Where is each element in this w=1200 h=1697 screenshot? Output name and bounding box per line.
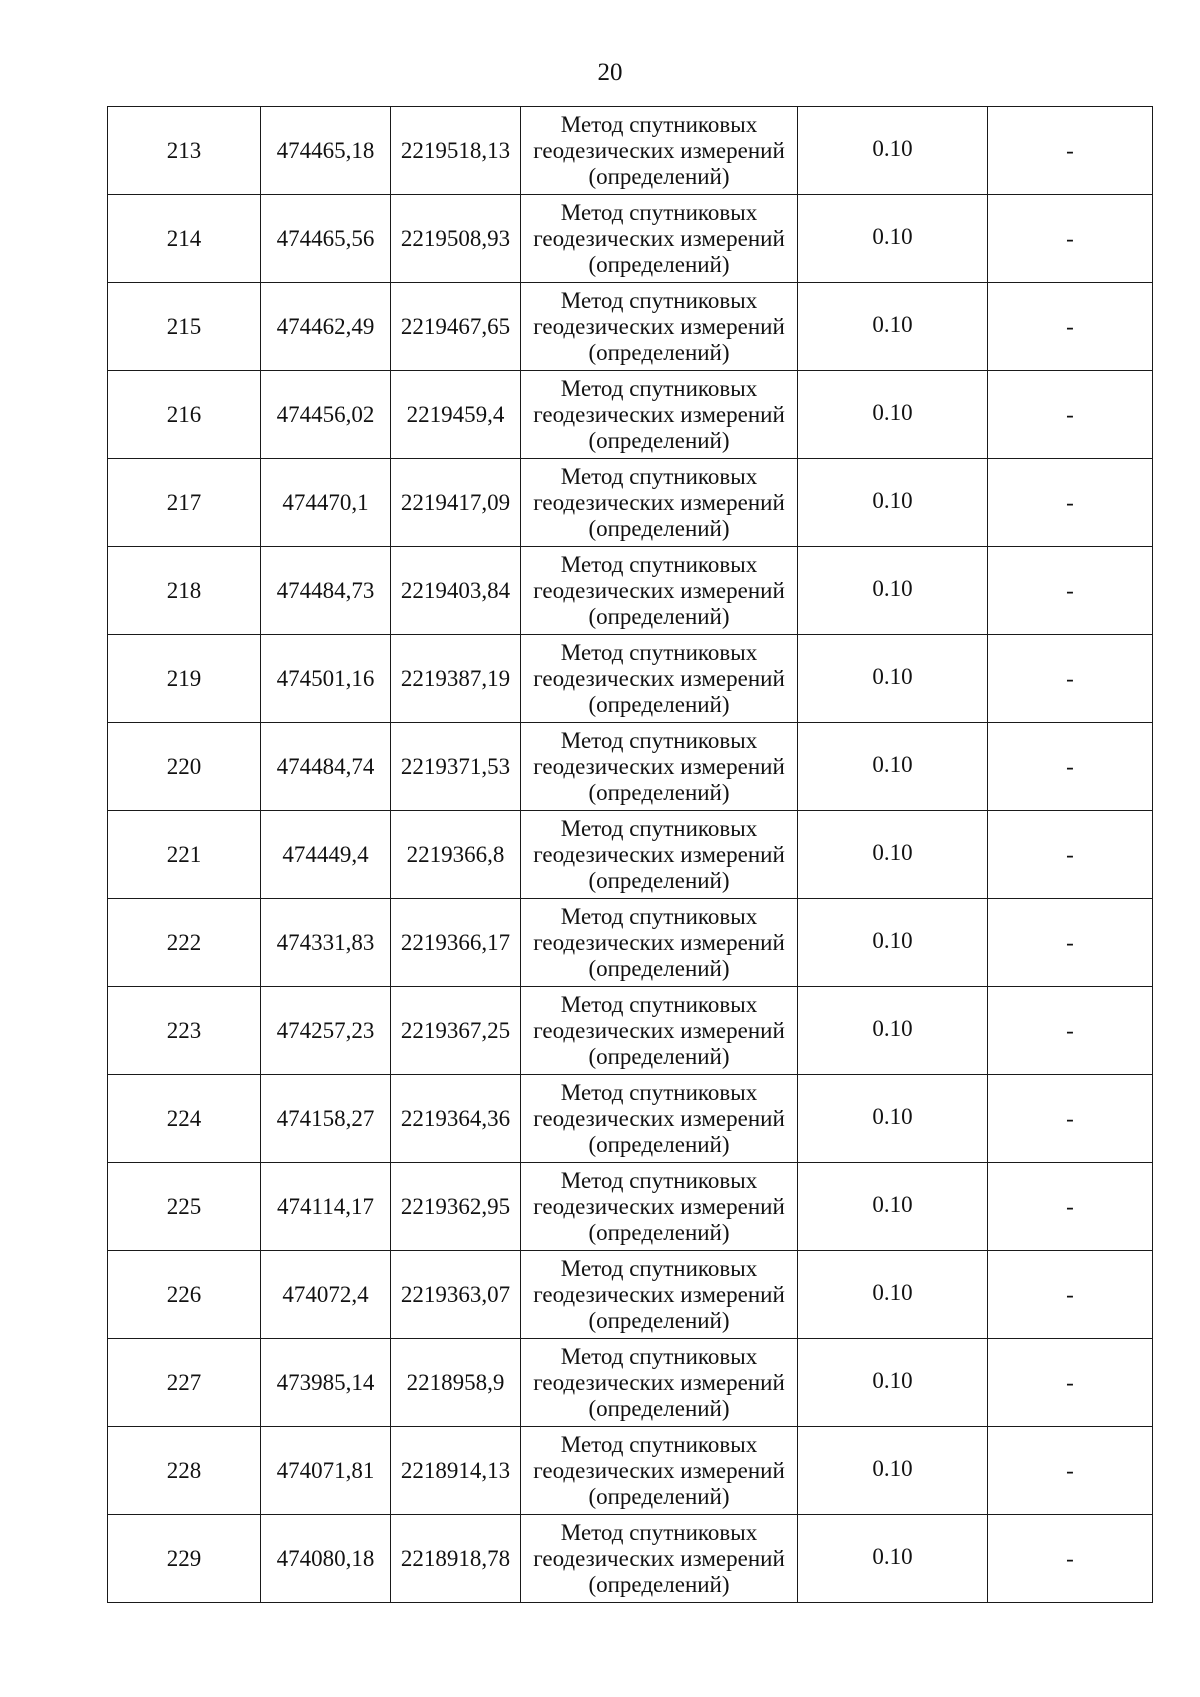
- method-cell: [521, 723, 798, 811]
- method-cell: [521, 371, 798, 459]
- method-cell: [521, 195, 798, 283]
- accuracy-cell: 0.10: [798, 1339, 988, 1427]
- x-coordinate-cell: 474072,4: [261, 1251, 391, 1339]
- method-text-line: (определений): [588, 515, 730, 541]
- method-text-line: геодезических измерений: [533, 1105, 785, 1131]
- method-text-line: Метод спутниковых: [560, 727, 758, 753]
- x-coordinate-cell: 474158,27: [261, 1075, 391, 1163]
- method-text-line: Метод спутниковых: [560, 551, 758, 577]
- accuracy-cell: 0.10: [798, 635, 988, 723]
- method-text-line: (определений): [588, 251, 730, 277]
- method-cell: [521, 899, 798, 987]
- note-cell: -: [988, 547, 1153, 635]
- point-number-cell: 225: [108, 1163, 261, 1251]
- table-row: [108, 547, 1153, 635]
- x-coordinate-cell: 474484,73: [261, 547, 391, 635]
- method-text-line: геодезических измерений: [533, 401, 785, 427]
- point-number-cell: 229: [108, 1515, 261, 1603]
- method-text-line: Метод спутниковых: [560, 815, 758, 841]
- accuracy-cell: 0.10: [798, 1075, 988, 1163]
- method-text-line: геодезических измерений: [533, 1281, 785, 1307]
- y-coordinate-cell: 2219371,53: [391, 723, 521, 811]
- method-text-line: Метод спутниковых: [560, 639, 758, 665]
- x-coordinate-cell: 474465,18: [261, 107, 391, 195]
- y-coordinate-cell: 2219363,07: [391, 1251, 521, 1339]
- method-text-line: (определений): [588, 339, 730, 365]
- table-row: [108, 987, 1153, 1075]
- method-text-line: Метод спутниковых: [560, 1167, 758, 1193]
- method-text-line: Метод спутниковых: [560, 287, 758, 313]
- accuracy-cell: 0.10: [798, 107, 988, 195]
- method-text-line: геодезических измерений: [533, 1457, 785, 1483]
- point-number-cell: 226: [108, 1251, 261, 1339]
- point-number-cell: 216: [108, 371, 261, 459]
- method-text-line: Метод спутниковых: [560, 199, 758, 225]
- y-coordinate-cell: 2219387,19: [391, 635, 521, 723]
- note-cell: -: [988, 1251, 1153, 1339]
- y-coordinate-cell: 2219467,65: [391, 283, 521, 371]
- x-coordinate-cell: 474462,49: [261, 283, 391, 371]
- table-row: [108, 1251, 1153, 1339]
- method-text-line: (определений): [588, 163, 730, 189]
- note-cell: -: [988, 987, 1153, 1075]
- method-cell: [521, 1251, 798, 1339]
- x-coordinate-cell: 474484,74: [261, 723, 391, 811]
- y-coordinate-cell: 2218914,13: [391, 1427, 521, 1515]
- point-number-cell: 221: [108, 811, 261, 899]
- method-text-line: геодезических измерений: [533, 489, 785, 515]
- note-cell: -: [988, 195, 1153, 283]
- method-text-line: геодезических измерений: [533, 665, 785, 691]
- y-coordinate-cell: 2219366,17: [391, 899, 521, 987]
- table-row: [108, 459, 1153, 547]
- note-cell: -: [988, 1515, 1153, 1603]
- table-row: [108, 1339, 1153, 1427]
- note-cell: -: [988, 1339, 1153, 1427]
- point-number-cell: 213: [108, 107, 261, 195]
- y-coordinate-cell: 2218958,9: [391, 1339, 521, 1427]
- accuracy-cell: 0.10: [798, 1251, 988, 1339]
- y-coordinate-cell: 2219459,4: [391, 371, 521, 459]
- page-number: 20: [597, 59, 623, 86]
- accuracy-cell: 0.10: [798, 1515, 988, 1603]
- method-text-line: (определений): [588, 691, 730, 717]
- x-coordinate-cell: 474470,1: [261, 459, 391, 547]
- method-text-line: геодезических измерений: [533, 929, 785, 955]
- method-text-line: Метод спутниковых: [560, 991, 758, 1017]
- method-text-line: Метод спутниковых: [560, 1255, 758, 1281]
- accuracy-cell: 0.10: [798, 547, 988, 635]
- table-row: [108, 1515, 1153, 1603]
- point-number-cell: 220: [108, 723, 261, 811]
- accuracy-cell: 0.10: [798, 1163, 988, 1251]
- note-cell: -: [988, 283, 1153, 371]
- accuracy-cell: 0.10: [798, 459, 988, 547]
- method-cell: [521, 1515, 798, 1603]
- method-text-line: (определений): [588, 779, 730, 805]
- method-text-line: Метод спутниковых: [560, 903, 758, 929]
- x-coordinate-cell: 474114,17: [261, 1163, 391, 1251]
- x-coordinate-cell: 474257,23: [261, 987, 391, 1075]
- method-text-line: Метод спутниковых: [560, 1519, 758, 1545]
- point-number-cell: 215: [108, 283, 261, 371]
- x-coordinate-cell: 474501,16: [261, 635, 391, 723]
- method-text-line: (определений): [588, 1483, 730, 1509]
- accuracy-cell: 0.10: [798, 987, 988, 1075]
- method-text-line: геодезических измерений: [533, 1193, 785, 1219]
- method-cell: [521, 811, 798, 899]
- method-text-line: геодезических измерений: [533, 577, 785, 603]
- method-text-line: (определений): [588, 867, 730, 893]
- method-text-line: геодезических измерений: [533, 1545, 785, 1571]
- x-coordinate-cell: 473985,14: [261, 1339, 391, 1427]
- method-text-line: геодезических измерений: [533, 841, 785, 867]
- method-cell: [521, 1427, 798, 1515]
- method-text-line: (определений): [588, 1395, 730, 1421]
- method-text-line: геодезических измерений: [533, 225, 785, 251]
- method-text-line: (определений): [588, 955, 730, 981]
- table-row: [108, 635, 1153, 723]
- method-text-line: (определений): [588, 1219, 730, 1245]
- table-row: [108, 371, 1153, 459]
- y-coordinate-cell: 2219367,25: [391, 987, 521, 1075]
- x-coordinate-cell: 474080,18: [261, 1515, 391, 1603]
- x-coordinate-cell: 474456,02: [261, 371, 391, 459]
- method-text-line: (определений): [588, 1307, 730, 1333]
- method-text-line: Метод спутниковых: [560, 111, 758, 137]
- method-text-line: Метод спутниковых: [560, 1343, 758, 1369]
- note-cell: -: [988, 811, 1153, 899]
- note-cell: -: [988, 723, 1153, 811]
- method-cell: [521, 459, 798, 547]
- point-number-cell: 217: [108, 459, 261, 547]
- x-coordinate-cell: 474331,83: [261, 899, 391, 987]
- method-text-line: геодезических измерений: [533, 1017, 785, 1043]
- method-text-line: (определений): [588, 1131, 730, 1157]
- point-number-cell: 223: [108, 987, 261, 1075]
- method-text-line: Метод спутниковых: [560, 1431, 758, 1457]
- y-coordinate-cell: 2219403,84: [391, 547, 521, 635]
- method-cell: [521, 1075, 798, 1163]
- point-number-cell: 228: [108, 1427, 261, 1515]
- method-text-line: (определений): [588, 603, 730, 629]
- y-coordinate-cell: 2219518,13: [391, 107, 521, 195]
- y-coordinate-cell: 2219362,95: [391, 1163, 521, 1251]
- table-row: [108, 723, 1153, 811]
- method-text-line: геодезических измерений: [533, 313, 785, 339]
- table-row: [108, 811, 1153, 899]
- point-number-cell: 214: [108, 195, 261, 283]
- x-coordinate-cell: 474071,81: [261, 1427, 391, 1515]
- method-cell: [521, 107, 798, 195]
- note-cell: -: [988, 1075, 1153, 1163]
- accuracy-cell: 0.10: [798, 899, 988, 987]
- point-number-cell: 224: [108, 1075, 261, 1163]
- accuracy-cell: 0.10: [798, 723, 988, 811]
- table-row: [108, 1163, 1153, 1251]
- note-cell: -: [988, 635, 1153, 723]
- note-cell: -: [988, 899, 1153, 987]
- note-cell: -: [988, 371, 1153, 459]
- y-coordinate-cell: 2219366,8: [391, 811, 521, 899]
- method-text-line: (определений): [588, 1571, 730, 1597]
- method-text-line: (определений): [588, 427, 730, 453]
- table-row: [108, 107, 1153, 195]
- point-number-cell: 222: [108, 899, 261, 987]
- accuracy-cell: 0.10: [798, 283, 988, 371]
- y-coordinate-cell: 2219364,36: [391, 1075, 521, 1163]
- method-text-line: Метод спутниковых: [560, 375, 758, 401]
- point-number-cell: 218: [108, 547, 261, 635]
- table-row: [108, 899, 1153, 987]
- accuracy-cell: 0.10: [798, 195, 988, 283]
- table-row: [108, 195, 1153, 283]
- method-cell: [521, 1339, 798, 1427]
- x-coordinate-cell: 474465,56: [261, 195, 391, 283]
- method-text-line: (определений): [588, 1043, 730, 1069]
- accuracy-cell: 0.10: [798, 371, 988, 459]
- coordinates-table: [107, 106, 1153, 1603]
- note-cell: -: [988, 1163, 1153, 1251]
- method-text-line: Метод спутниковых: [560, 463, 758, 489]
- method-text-line: геодезических измерений: [533, 753, 785, 779]
- method-cell: [521, 547, 798, 635]
- y-coordinate-cell: 2219417,09: [391, 459, 521, 547]
- method-text-line: Метод спутниковых: [560, 1079, 758, 1105]
- note-cell: -: [988, 107, 1153, 195]
- table-body: [108, 107, 1153, 1603]
- y-coordinate-cell: 2218918,78: [391, 1515, 521, 1603]
- method-text-line: геодезических измерений: [533, 137, 785, 163]
- method-cell: [521, 635, 798, 723]
- accuracy-cell: 0.10: [798, 1427, 988, 1515]
- accuracy-cell: 0.10: [798, 811, 988, 899]
- note-cell: -: [988, 1427, 1153, 1515]
- method-cell: [521, 987, 798, 1075]
- table-row: [108, 1427, 1153, 1515]
- point-number-cell: 227: [108, 1339, 261, 1427]
- method-cell: [521, 1163, 798, 1251]
- note-cell: -: [988, 459, 1153, 547]
- method-cell: [521, 283, 798, 371]
- x-coordinate-cell: 474449,4: [261, 811, 391, 899]
- method-text-line: геодезических измерений: [533, 1369, 785, 1395]
- table-row: [108, 283, 1153, 371]
- table-row: [108, 1075, 1153, 1163]
- y-coordinate-cell: 2219508,93: [391, 195, 521, 283]
- point-number-cell: 219: [108, 635, 261, 723]
